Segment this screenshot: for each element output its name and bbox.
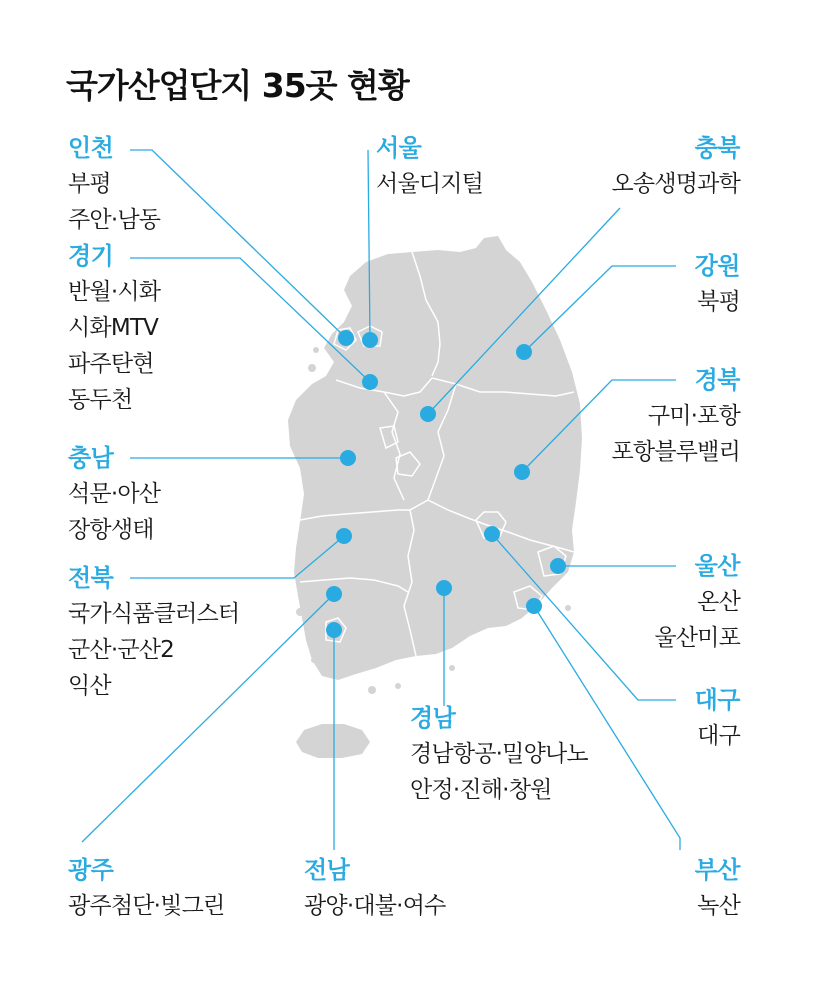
- region-gyeonggi: [68, 238, 160, 418]
- complex-item: 석문·아산: [68, 481, 161, 507]
- complex-item: 장항생태: [68, 517, 154, 543]
- complex-item: 서울디지털: [376, 171, 484, 197]
- island-shape: [308, 364, 316, 372]
- region-daegu: [695, 682, 740, 754]
- region-jeonnam: [304, 852, 446, 924]
- complex-item: 국가식품클러스터: [68, 601, 240, 627]
- region-chungnam: [68, 440, 160, 548]
- dot-seoul: [362, 332, 378, 348]
- dot-gyeonggi: [362, 374, 378, 390]
- island-shape: [313, 347, 319, 353]
- complex-item: 대구: [697, 723, 740, 749]
- complex-item: 광주첨단·빛그린: [68, 893, 225, 919]
- island-shape: [296, 608, 304, 616]
- region-name-busan: 부산: [694, 856, 740, 884]
- dot-chungbuk: [420, 406, 436, 422]
- region-name-seoul: 서울: [376, 134, 422, 162]
- complex-item: 녹산: [697, 893, 740, 919]
- island-shape: [395, 683, 401, 689]
- region-gwangju: [68, 852, 224, 924]
- island-shape: [321, 379, 327, 385]
- region-name-daegu: 대구: [694, 686, 740, 714]
- dot-incheon: [338, 330, 354, 346]
- complex-item: 부평: [68, 171, 111, 197]
- complex-item: 울산미포: [654, 625, 740, 651]
- region-name-incheon: 인천: [68, 134, 114, 162]
- complex-item: 동두천: [68, 387, 133, 413]
- dot-gwangju: [326, 586, 342, 602]
- dot-daegu: [484, 526, 500, 542]
- region-name-gyeongnam: 경남: [410, 704, 456, 732]
- complex-item: 파주탄현: [68, 351, 154, 377]
- dot-ulsan: [550, 558, 566, 574]
- region-seoul: [376, 130, 483, 202]
- region-jeonbuk: [68, 560, 239, 704]
- complex-item: 익산: [68, 673, 111, 699]
- region-busan: [695, 852, 740, 924]
- region-name-jeonbuk: 전북: [68, 564, 114, 592]
- complex-item: 반월·시화: [68, 279, 161, 305]
- dot-jeonbuk: [336, 528, 352, 544]
- dot-chungnam: [340, 450, 356, 466]
- complex-item: 포항블루밸리: [611, 439, 740, 465]
- region-name-chungnam: 충남: [68, 444, 114, 472]
- page-title: 국가산업단지 35곳 현황: [66, 66, 409, 105]
- dot-gangwon: [516, 344, 532, 360]
- region-name-ulsan: 울산: [694, 552, 740, 580]
- complex-item: 경남항공·밀양나노: [410, 741, 588, 767]
- dot-gyeongnam: [436, 580, 452, 596]
- complex-item: 주안·남동: [68, 207, 161, 233]
- region-name-jeonnam: 전남: [304, 856, 350, 884]
- region-gangwon: [695, 248, 740, 320]
- dot-gyeongbuk: [514, 464, 530, 480]
- region-chungbuk: [611, 130, 740, 202]
- region-gyeongbuk: [611, 362, 740, 470]
- dot-busan: [526, 598, 542, 614]
- region-name-gwangju: 광주: [68, 856, 114, 884]
- island-shape: [565, 605, 571, 611]
- region-name-chungbuk: 충북: [694, 134, 740, 162]
- region-ulsan: [654, 548, 740, 656]
- complex-item: 시화MTV: [68, 315, 159, 341]
- region-name-gyeonggi: 경기: [68, 242, 114, 270]
- region-incheon: [68, 130, 160, 238]
- leader-line-incheon: [130, 150, 346, 338]
- dot-jeonnam: [326, 622, 342, 638]
- complex-item: 구미·포항: [647, 403, 740, 429]
- complex-item: 북평: [697, 289, 740, 315]
- region-gyeongnam: [410, 700, 588, 808]
- island-shape: [449, 665, 455, 671]
- jeju-island-shape: [296, 724, 370, 758]
- complex-item: 온산: [697, 589, 740, 615]
- region-name-gangwon: 강원: [694, 252, 740, 280]
- island-shape: [311, 657, 317, 663]
- complex-item: 오송생명과학: [611, 171, 740, 197]
- region-name-gyeongbuk: 경북: [694, 366, 740, 394]
- complex-item: 안정·진해·창원: [410, 777, 552, 803]
- island-shape: [368, 686, 376, 694]
- complex-item: 광양·대불·여수: [304, 893, 446, 919]
- complex-item: 군산·군산2: [68, 637, 175, 663]
